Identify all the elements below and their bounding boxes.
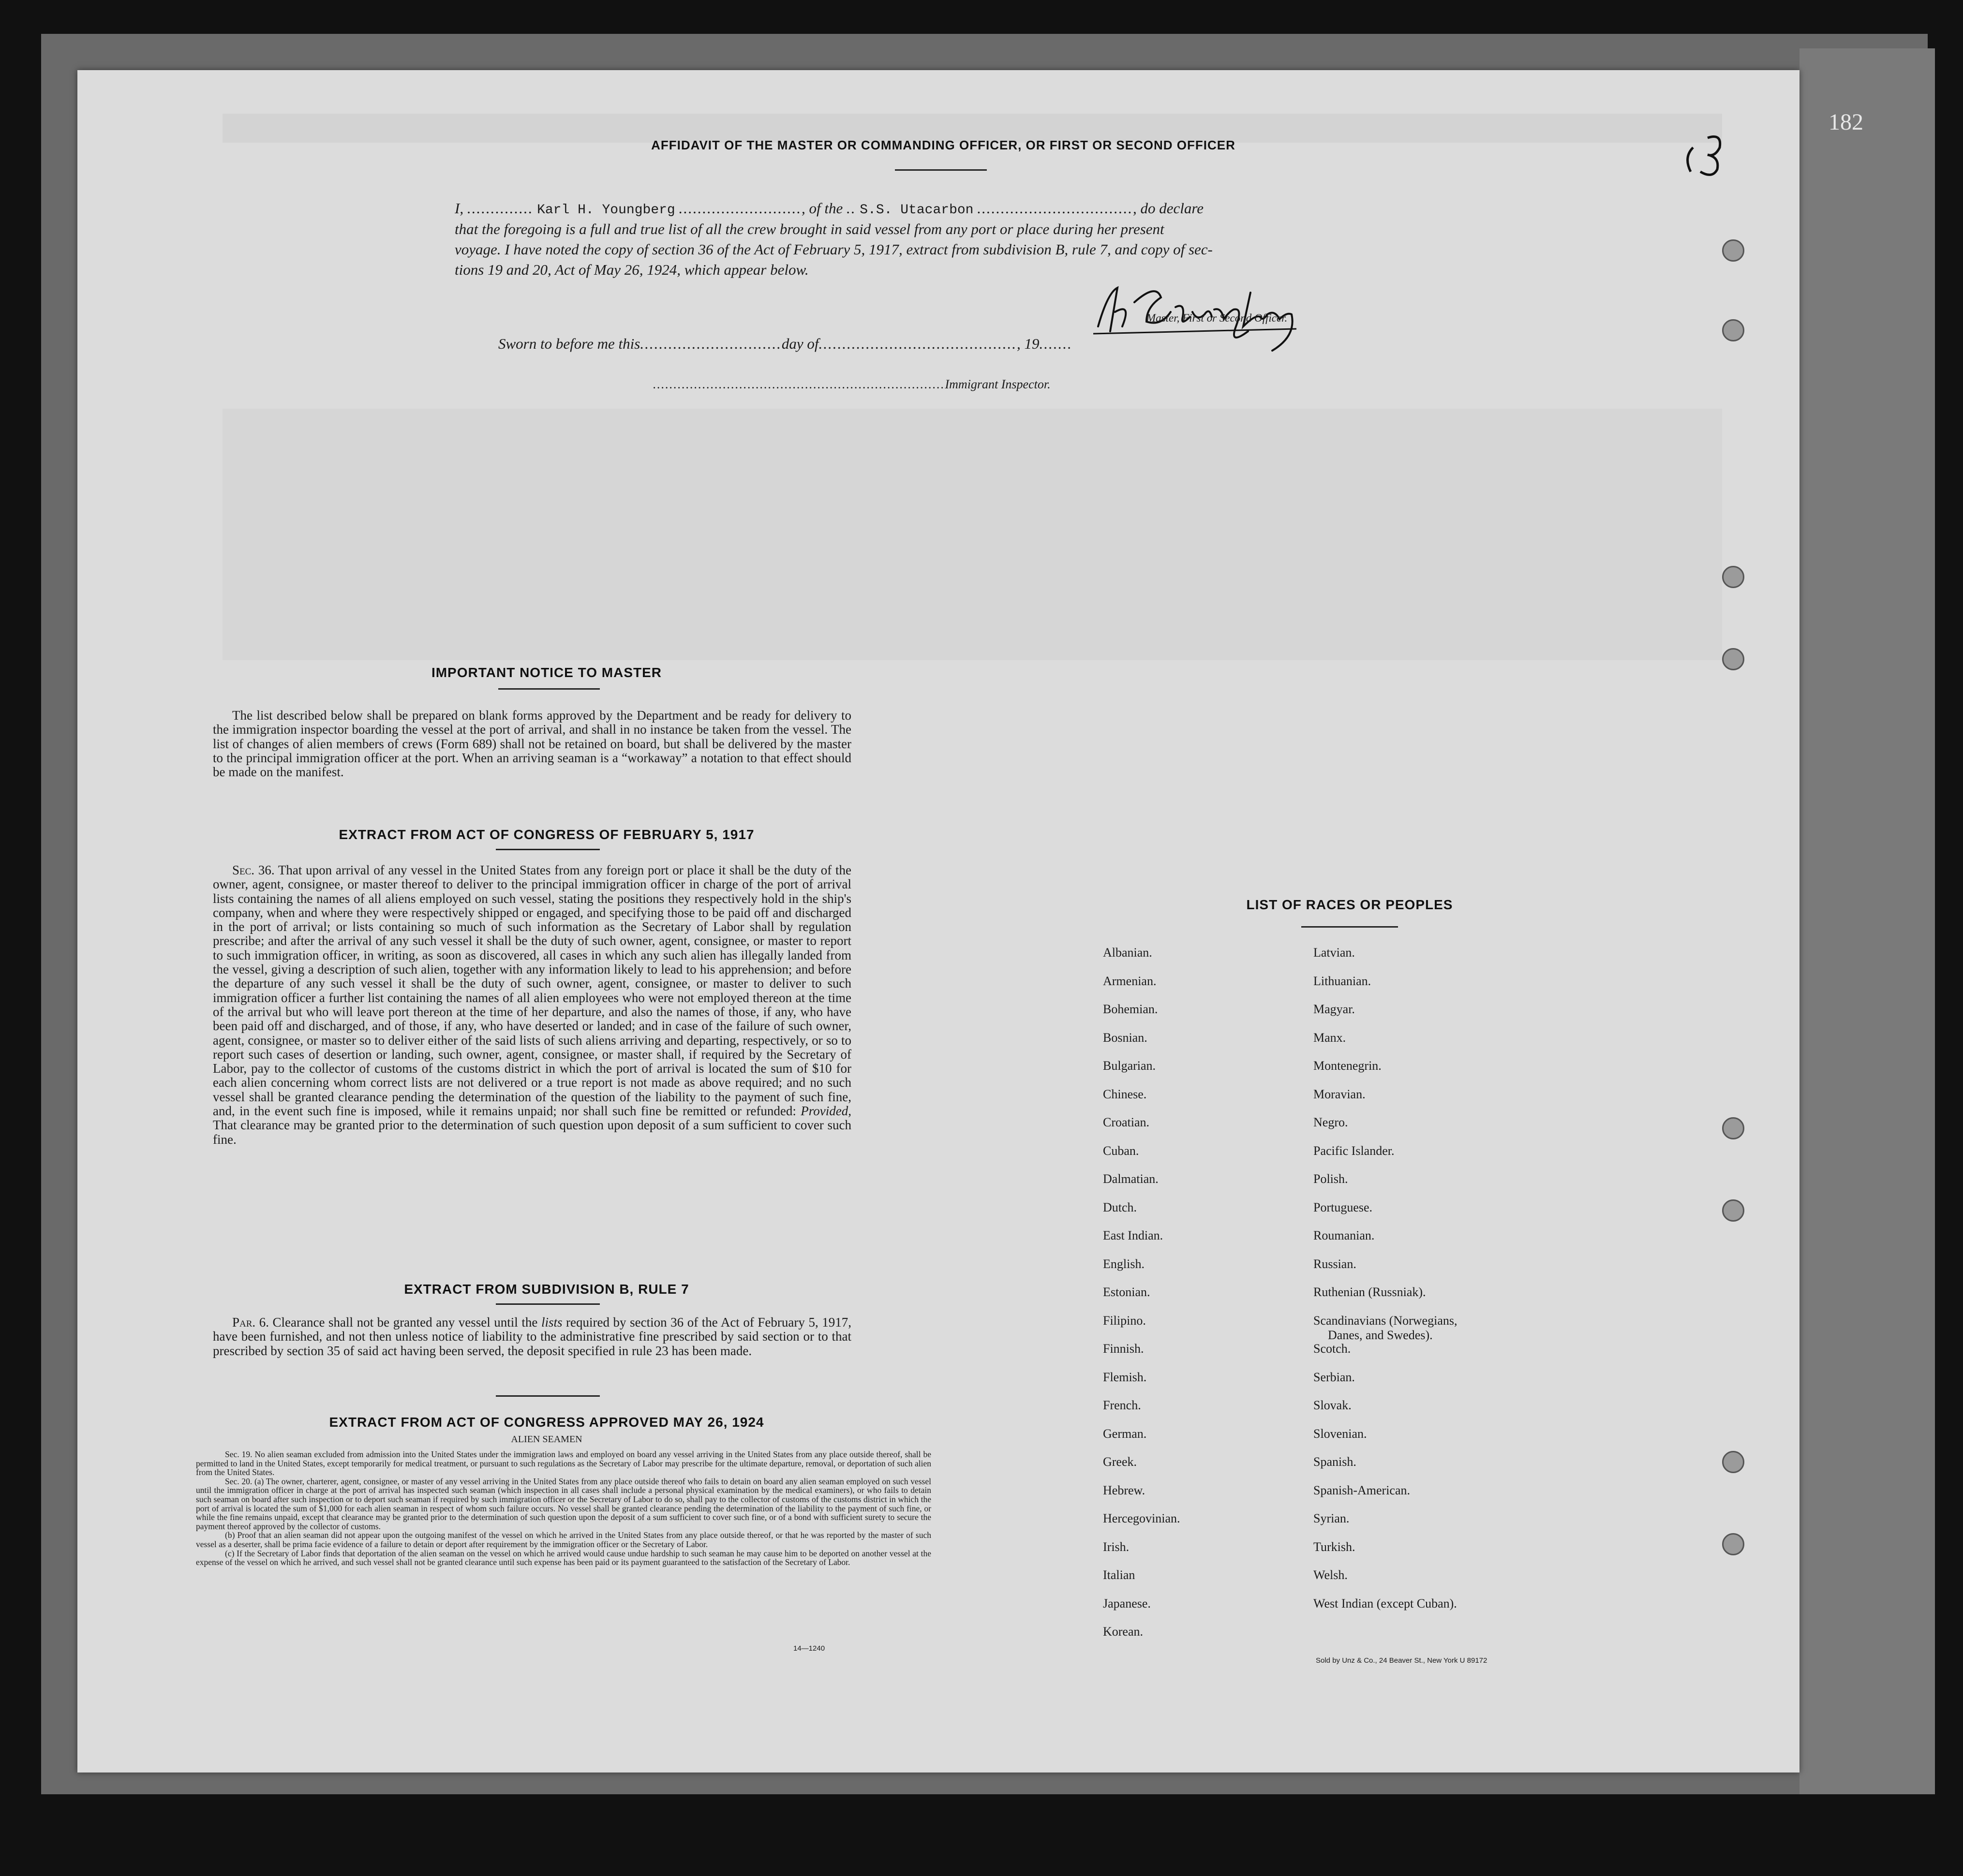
race-item: Turkish. xyxy=(1313,1539,1355,1554)
corner-page-number: 182 xyxy=(1829,109,1863,135)
race-item: Cuban. xyxy=(1103,1143,1139,1158)
race-item: Spanish-American. xyxy=(1313,1483,1411,1497)
punch-hole xyxy=(1722,1199,1744,1222)
race-item: Montenegrin. xyxy=(1313,1059,1382,1073)
master-name: Karl H. Youngberg xyxy=(537,203,675,218)
race-item: Lithuanian. xyxy=(1313,974,1371,988)
race-item: Scandinavians (Norwegians, xyxy=(1313,1313,1457,1328)
sec-36-label: Sec. 36. xyxy=(232,863,275,877)
race-item: Moravian. xyxy=(1313,1087,1366,1101)
race-item: Negro. xyxy=(1313,1115,1348,1129)
publisher-line: Sold by Unz & Co., 24 Beaver St., New York U 89172 xyxy=(1316,1656,1487,1665)
extract-1917-rule xyxy=(496,849,600,850)
race-item: Scotch. xyxy=(1313,1342,1351,1356)
notice-rule xyxy=(498,688,600,690)
par-6-label: Par. 6. xyxy=(232,1315,269,1329)
race-item: Estonian. xyxy=(1103,1285,1150,1299)
declarant-prefix: I, xyxy=(455,200,464,217)
leader-dots: .............. xyxy=(467,200,534,217)
punch-hole xyxy=(1722,319,1744,341)
race-item: Bulgarian. xyxy=(1103,1059,1156,1073)
race-item: Dutch. xyxy=(1103,1200,1137,1214)
affidavit-line-2: that the foregoing is a full and true list of all the crew brought in said vessel from any port or place during her present xyxy=(455,221,1164,237)
race-item: Japanese. xyxy=(1103,1596,1151,1610)
punch-hole xyxy=(1722,1451,1744,1473)
race-item: Roumanian. xyxy=(1313,1228,1375,1242)
punch-hole xyxy=(1722,1533,1744,1555)
affidavit-line-4: tions 19 and 20, Act of May 26, 1924, which appear below. xyxy=(455,261,809,278)
bleed-band-2 xyxy=(223,409,1722,660)
notice-body xyxy=(213,709,851,779)
race-item: Polish. xyxy=(1313,1172,1348,1186)
affidavit-title: AFFIDAVIT OF THE MASTER OR COMMANDING OFFICER, OR FIRST OR SECOND OFFICER xyxy=(651,138,1235,152)
race-item: Magyar. xyxy=(1313,1002,1355,1016)
race-item: East Indian. xyxy=(1103,1228,1163,1242)
sec-19-text: Sec. 19. No alien seaman excluded from admission into the United States under the immigration laws and employed on board any vessel arriving in the United States from any place outside thereof, shall be permitted to land in the United States, except temporarily for medical treatment, or pursuant to such regulations as the Secretary of Labor may prescribe for the ultimate departure, removal, or deportation of such alien from the United States. xyxy=(196,1449,931,1477)
race-item: Bohemian. xyxy=(1103,1002,1158,1016)
sec-36-text: That upon arrival of any vessel in the United States from any foreign port or place it shall be the duty of the owner, agent, consignee, or master thereof to deliver to the principal immigration officer in charge of the port of arrival lists containing the names of all aliens employed on such vessel, stating the positions they respectively hold in the ship's company, when and where they were respectively shipped or engaged, and specifying those to be paid off and discharged in the port of arrival; or lists containing so much of such information as the Secretary of Labor shall by regulation prescribe; and after the arrival of any such vessel it shall be the duty of such owner, agent, consignee, or master to report to such immigration officer, in writing, as soon as discovered, all cases in which any such alien has illegally landed from the vessel, giving a description of such alien, together with any information likely to lead to his apprehension; and before the departure of any such vessel it shall be the duty of such owner, agent, consignee, or master to deliver to such immigration officer a further list containing the names of all alien employees who were not employed thereon at the time of the arrival but who will leave port thereon at the time of her departure, and also the names of those, if any, who have been paid off and discharged, and of those, if any, who have deserted or landed; and in case of the failure of such owner, agent, consignee, or master so to deliver either of the said lists of such aliens arriving and departing, respectively, or so to report such cases of desertion or landing, such owner, agent, consignee, or master shall, if required by the Secretary of Labor, pay to the collector of customs of the customs district in which the port of arrival is located the sum of $10 for each alien concerning whom correct lists are not delivered or a true report is not made as above required; and no such vessel shall be granted clearance pending the determination of the question of the liability to the payment of such fine, and, in the event such fine is imposed, while it remains unpaid; nor shall such fine be remitted or refunded: xyxy=(213,863,851,1119)
race-item: Irish. xyxy=(1103,1539,1130,1554)
leader-dots: .. xyxy=(846,200,856,217)
race-item: Croatian. xyxy=(1103,1115,1150,1129)
race-item: Italian xyxy=(1103,1568,1135,1582)
form-number: 14—1240 xyxy=(793,1644,825,1653)
rule-7-title: EXTRACT FROM SUBDIVISION B, RULE 7 xyxy=(404,1282,689,1297)
alien-seamen-subtitle: ALIEN SEAMEN xyxy=(511,1434,582,1445)
race-item: Pacific Islander. xyxy=(1313,1143,1395,1158)
sworn-prefix: Sworn to before me this xyxy=(498,335,640,352)
of-the-text: , of the xyxy=(801,200,843,217)
extract-1924-title: EXTRACT FROM ACT OF CONGRESS APPROVED MAY 26, 1924 xyxy=(329,1415,764,1430)
race-item: Serbian. xyxy=(1313,1370,1355,1384)
race-item: Manx. xyxy=(1313,1030,1346,1045)
sworn-line xyxy=(498,334,1446,354)
leader-dots: ....................................................................... xyxy=(653,377,945,391)
extract-1924-body xyxy=(196,1450,931,1567)
race-item: English. xyxy=(1103,1256,1145,1271)
race-item: Bosnian. xyxy=(1103,1030,1147,1045)
punch-hole xyxy=(1722,1117,1744,1139)
rule-7-body xyxy=(213,1315,851,1358)
race-item: Flemish. xyxy=(1103,1370,1147,1384)
proviso-text: That clearance may be granted prior to the determination of such question upon deposit of a sum sufficient to cover such fine. xyxy=(213,1118,851,1147)
races-title: LIST OF RACES OR PEOPLES xyxy=(1246,897,1453,912)
race-item: Hercegovinian. xyxy=(1103,1511,1180,1525)
race-item: German. xyxy=(1103,1426,1147,1441)
sworn-day: day of xyxy=(781,335,819,352)
races-rule xyxy=(1301,926,1398,928)
notice-text: The list described below shall be prepared on blank forms approved by the Department and be ready for delivery to the immigration inspector boarding the vessel at the port of arrival, and shall in no instance be taken from the vessel. The list of changes of alien members of crews (Form 689) shall not be retained on board, but shall be delivered by the master to the principal immigration officer at the port. When an arriving seaman is a “workaway” a notation to that effect should be made on the manifest. xyxy=(213,708,851,780)
race-item: Finnish. xyxy=(1103,1342,1144,1356)
sec-20c-text: (c) If the Secretary of Labor finds that deportation of the alien seaman on the vessel on which he arrived would cause undue hardship to such seaman he may cause him to be deported on another vessel at the expense of the vessel on which he arrived, and such vessel shall not be granted clearance until such expense has been paid or its payment guaranteed to the satisfaction of the Secretary of Labor. xyxy=(196,1548,931,1567)
par-6-text-a: Clearance shall not be granted any vessel until the xyxy=(272,1315,538,1329)
race-item: Greek. xyxy=(1103,1455,1137,1469)
handwritten-mark xyxy=(1674,128,1732,186)
provided-label: Provided, xyxy=(801,1104,851,1119)
sec-20b-text: (b) Proof that an alien seaman did not appear upon the outgoing manifest of the vessel on which he arrived in the United States from any place outside thereof, or that he was reported by the master of such vessel as a deserter, shall be prima facie evidence of a failure to detain or deport after requirement by the immigration officer or the Secretary of Labor. xyxy=(196,1530,931,1549)
affidavit-line-1 xyxy=(455,198,1403,220)
race-item: Armenian. xyxy=(1103,974,1157,988)
manifest-page xyxy=(77,70,1799,1773)
back-sheet-edge xyxy=(1799,48,1935,1794)
affidavit-title-rule xyxy=(895,169,987,171)
race-item: Filipino. xyxy=(1103,1313,1146,1328)
race-item: Danes, and Swedes). xyxy=(1328,1328,1433,1342)
race-item: French. xyxy=(1103,1398,1141,1412)
vessel-name: S.S. Utacarbon xyxy=(860,203,974,218)
punch-hole xyxy=(1722,648,1744,670)
leader-dots: .............................. xyxy=(640,335,782,352)
extract-1917-title: EXTRACT FROM ACT OF CONGRESS OF FEBRUARY 5, 1917 xyxy=(339,827,755,842)
par-6-text-b: required by section 36 of the Act of February 5, 1917, have been furnished, and not then unless notice of liability to the administrative fine prescribed by said section or to that prescribed by section 35 of said act having been served, the deposit specified in rule 23 has been made. xyxy=(213,1315,852,1358)
rule-7-end-rule xyxy=(496,1395,600,1397)
race-item: Slovak. xyxy=(1313,1398,1352,1412)
inspector-label: Immigrant Inspector. xyxy=(945,377,1051,391)
notice-title: IMPORTANT NOTICE TO MASTER xyxy=(431,665,662,680)
signature-caption: Master, First or Second Officer. xyxy=(1146,312,1288,324)
race-item: Ruthenian (Russniak). xyxy=(1313,1285,1426,1299)
race-item: Chinese. xyxy=(1103,1087,1147,1101)
race-item: Slovenian. xyxy=(1313,1426,1367,1441)
sec-20a-text: Sec. 20. (a) The owner, charterer, agent, consignee, or master of any vessel arriving in the United States from any place outside thereof who fails to detain on board any alien seaman employed on such vessel until the immigration officer in charge at the port of arrival has inspected such seaman (which inspection in all cases shall include a personal physical examination by the medical examiners), or who fails to detain such seaman on board after such inspection or to deport such seaman if required by such immigration officer or the Secretary of Labor to do so, shall pay to the collector of customs of the customs district in which the port of arrival is located the sum of $1,000 for each alien seaman in respect of whom such failure occurs. No vessel shall be granted clearance pending the determination of the liability to the payment of such fine, or while the fine remains unpaid, except that clearance may be granted prior to the determination of such question upon the deposit of a sum sufficient to cover such fine, or of a bond with sufficient surety to secure the payment thereof approved by the collector of customs. xyxy=(196,1476,931,1531)
leader-dots: ....... xyxy=(1039,335,1072,352)
sworn-year: , 19 xyxy=(1016,335,1040,352)
race-item: Dalmatian. xyxy=(1103,1172,1159,1186)
affidavit-line-3: voyage. I have noted the copy of section 36 of the Act of February 5, 1917, extract from subdivision B, rule 7, and copy of sec- xyxy=(455,241,1213,258)
race-item: Albanian. xyxy=(1103,945,1152,960)
extract-1917-body xyxy=(213,863,851,1147)
declare-text: , do declare xyxy=(1132,200,1204,217)
race-item: Syrian. xyxy=(1313,1511,1350,1525)
leader-dots: ................................. xyxy=(977,200,1133,217)
race-item: Portuguese. xyxy=(1313,1200,1373,1214)
race-item: Spanish. xyxy=(1313,1455,1356,1469)
race-item: Russian. xyxy=(1313,1256,1356,1271)
punch-hole xyxy=(1722,239,1744,262)
race-item: West Indian (except Cuban). xyxy=(1313,1596,1457,1610)
inspector-line xyxy=(653,377,1051,392)
punch-hole xyxy=(1722,566,1744,588)
race-item: Latvian. xyxy=(1313,945,1355,960)
lists-word: lists xyxy=(541,1315,563,1329)
leader-dots: .......................................... xyxy=(818,335,1017,352)
rule-7-rule xyxy=(496,1303,600,1305)
leader-dots: .......................... xyxy=(679,200,802,217)
race-item: Korean. xyxy=(1103,1625,1144,1639)
race-item: Hebrew. xyxy=(1103,1483,1145,1497)
race-item: Welsh. xyxy=(1313,1568,1348,1582)
